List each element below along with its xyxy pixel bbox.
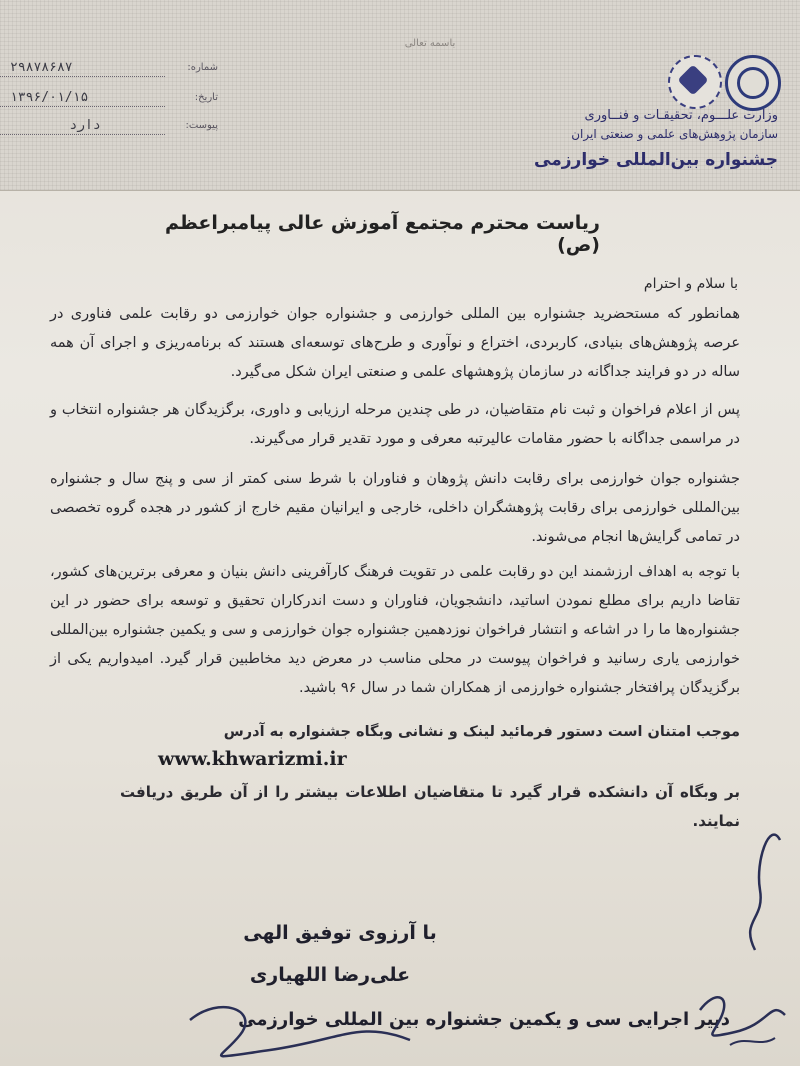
number-row: [0, 60, 220, 82]
date-dotline: [0, 106, 165, 107]
paragraph-3: جشنواره جوان خوارزمی برای رقابت دانش پژوهان و فناوران با شرط سنی کمتر از سی و پنج سال و جشنواره بین‌المللی خوارزمی برای رقابت پژوهشگران داخلی، خارجی و ایرانیان مقیم خارج از کشور در هجده گروه تخصصی در تمامی گرایش‌ها انجام می‌شوند.: [50, 471, 740, 545]
organization-name: سازمان پژوهش‌های علمی و صنعتی ایران: [571, 127, 778, 141]
handwritten-signature: [660, 800, 800, 1060]
greeting: با سلام و احترام: [643, 276, 738, 292]
date-label: تاریخ:: [194, 92, 218, 103]
paragraph-2: پس از اعلام فراخوان و ثبت نام متقاضیان، در طی چندین مرحله ارزیابی و داوری، برگزیدگان هر جشنواره انتخاب و در مراسمی جداگانه با حضور مقامات عالیرتبه معرفی و مورد تقدیر قرار می‌گیرند.: [50, 402, 740, 447]
signer-role: دبیر اجرایی سی و یکمین جشنواره بین المللی خوارزمی: [238, 1009, 730, 1030]
number-dotline: [0, 76, 165, 77]
attachment-dotline: [0, 134, 165, 135]
letterhead: [0, 0, 800, 191]
festival-name: جشنواره بین‌المللی خوارزمی: [534, 150, 778, 170]
research-org-logo-icon: [668, 55, 722, 109]
paragraph-4: با توجه به اهداف ارزشمند این دو رقابت علمی در تقویت فرهنگ کارآفرینی دانش بنیان و معرفی برترین‌های کشور، تقاضا داریم برای مطلع نمودن اساتید، دانشجویان، فناوران و دست اندرکاران تحقیق و توسعه برای حضور در این جشنواره‌ها ما را در اشاعه و انتشار فراخوان نوزدهمین جشنواره جوان خوارزمی و سی و یکمین جشنواره بین‌المللی خوارزمی یاری رسانید و فراخوان پیوست در محلی مناسب در معرض دید مخاطبین قرار گیرد. امیدواریم یکی از برگزیدگان پرافتخار جشنواره خوارزمی از همکاران شما در سال ۹۶ باشید.: [50, 564, 740, 696]
signer-name: علی‌رضا اللهیاری: [249, 964, 411, 986]
ministry-name: وزارت علـــوم، تحقیقـات و فنــاوری: [584, 108, 778, 123]
ministry-logo-icon: [725, 55, 781, 111]
attachment-row: [0, 118, 220, 140]
basmala: باسمه تعالی: [404, 38, 456, 49]
request-line-1: موجب امتنان است دستور فرمائید لینک و نشانی وبگاه جشنواره به آدرس: [223, 724, 740, 740]
date-value: ۱۳۹۶/۰۱/۱۵: [10, 90, 89, 105]
website-link[interactable]: www.khwarizmi.ir: [158, 748, 347, 770]
recipient-line: ریاست محترم مجتمع آموزش عالی پیامبراعظم (ص): [164, 212, 600, 256]
closing-wish: با آرزوی توفیق الهی: [243, 922, 437, 944]
number-value: ۲۹۸۷۸۶۸۷: [10, 60, 73, 75]
stamp-scribble: [180, 1000, 420, 1066]
attachment-label: پیوست:: [185, 120, 218, 131]
number-label: شماره:: [187, 62, 218, 73]
paragraph-1: همانطور که مستحضرید جشنواره بین المللی خوارزمی و جشنواره جوان خوارزمی دو رقابت علمی فناوری در عرصه پژوهش‌های بنیادی، کاربردی، اختراع و نوآوری و طرح‌های توسعه‌ای هستند که برنامه‌ریزی و اجرای آن همه ساله در دو فرایند جداگانه در سازمان پژوهشهای علمی و صنعتی ایران شکل می‌گیرد.: [50, 306, 740, 380]
request-line-2: بر وبگاه آن دانشکده قرار گیرد تا متقاضیان اطلاعات بیشتر را از آن طریق دریافت نمایند.: [120, 783, 740, 830]
date-row: [0, 90, 220, 112]
attachment-value: دارد: [69, 118, 101, 133]
